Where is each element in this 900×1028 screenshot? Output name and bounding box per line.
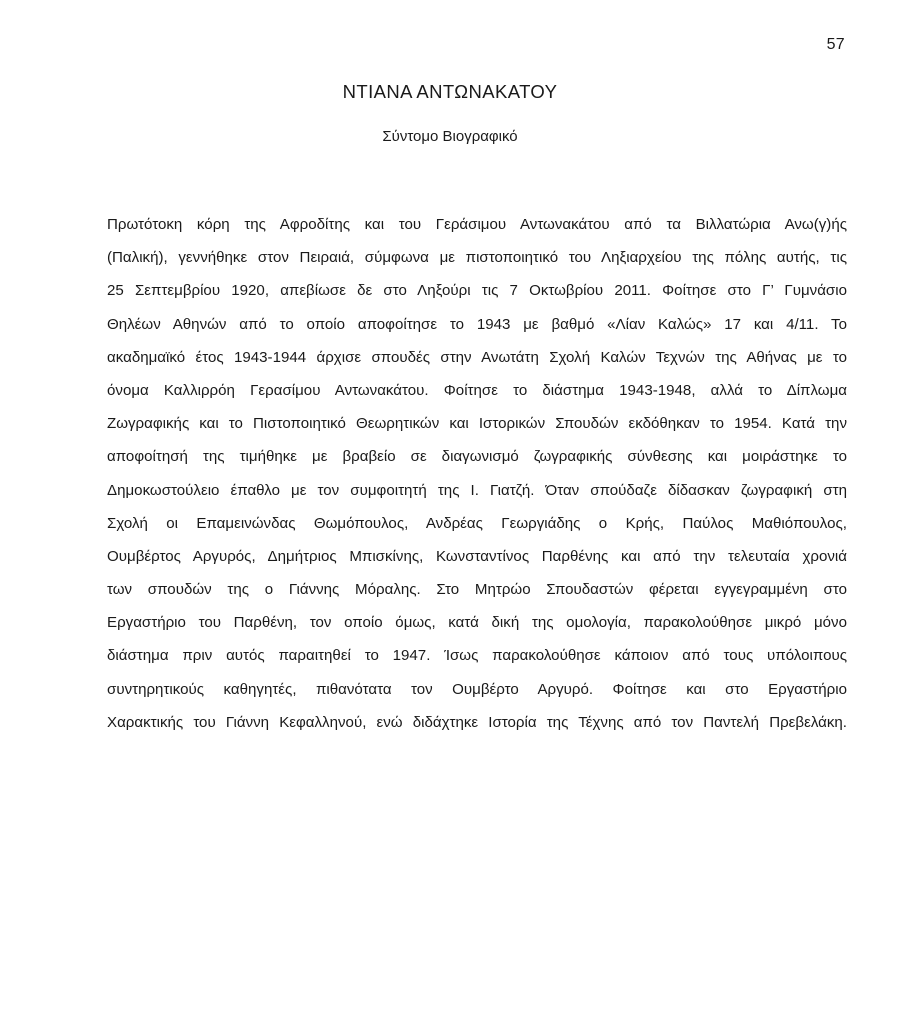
paragraph-line: συντηρητικούς καθηγητές, πιθανότατα τον Ουμβέρτο Αργυρό. Φοίτησε και στο Εργαστήριο — [107, 680, 847, 698]
page-number: 57 — [826, 36, 845, 53]
paragraph-line: Σχολή οι Επαμεινώνδας Θωμόπουλος, Ανδρέας Γεωργιάδης ο Κρής, Παύλος Μαθιόπουλος, — [107, 514, 847, 532]
page-title: ΝΤΙΑΝΑ ΑΝΤΩΝΑΚΑΤΟΥ — [342, 81, 558, 102]
paragraph-line: όνομα Καλλιρρόη Γερασίμου Αντωνακάτου. Φοίτησε το διάστημα 1943-1948, αλλά το Δίπλωμα — [107, 381, 847, 399]
paragraph-line: ακαδημαϊκό έτος 1943-1944 άρχισε σπουδές στην Ανωτάτη Σχολή Καλών Τεχνών της Αθήνας με το — [107, 348, 847, 366]
paragraph-line: των σπουδών της ο Γιάννης Μόραλης. Στο Μητρώο Σπουδαστών φέρεται εγγεγραμμένη στο — [107, 581, 847, 599]
page-subtitle: Σύντομο Βιογραφικό — [382, 128, 518, 145]
paragraph-line: Χαρακτικής του Γιάννη Κεφαλληνού, ενώ διδάχτηκε Ιστορία της Τέχνης από τον Παντελή Πρεβελάκη. — [107, 713, 847, 731]
paragraph-line: Ζωγραφικής και το Πιστοποιητικό Θεωρητικών και Ιστορικών Σπουδών εκδόθηκαν το 1954. Κατά την — [107, 415, 847, 433]
biography-paragraph — [107, 208, 847, 739]
paragraph-line: αποφοίτησή της τιμήθηκε με βραβείο σε διαγωνισμό ζωγραφικής σύνθεσης και μοιράστηκε το — [107, 448, 847, 466]
paragraph-line: Ουμβέρτος Αργυρός, Δημήτριος Μπισκίνης, Κωνσταντίνος Παρθένης και από την τελευταία χρονιά — [107, 547, 847, 565]
paragraph-line: Εργαστήριο του Παρθένη, τον οποίο όμως, κατά δική της ομολογία, παρακολούθησε μικρό μόνο — [107, 614, 847, 632]
paragraph-line: διάστημα πριν αυτός παραιτηθεί το 1947. Ίσως παρακολούθησε κάποιον από τους υπόλοιπους — [107, 647, 847, 665]
paragraph-line: (Παλική), γεννήθηκε στον Πειραιά, σύμφωνα με πιστοποιητικό του Ληξιαρχείου της πόλης αυτής, τις — [107, 249, 847, 267]
paragraph-line: 25 Σεπτεμβρίου 1920, απεβίωσε δε στο Ληξούρι τις 7 Οκτωβρίου 2011. Φοίτησε στο Γ’ Γυμνάσιο — [107, 282, 847, 300]
paragraph-line: Πρωτότοκη κόρη της Αφροδίτης και του Γεράσιμου Αντωνακάτου από τα Βιλλατώρια Ανω(γ)ής — [107, 216, 847, 233]
paragraph-line: Δημοκωστούλειο έπαθλο με τον συμφοιτητή της Ι. Γιατζή. Όταν σπούδαζε δίδασκαν ζωγραφική στη — [107, 481, 847, 499]
paragraph-line: Θηλέων Αθηνών από το οποίο αποφοίτησε το 1943 με βαθμό «Λίαν Καλώς» 17 και 4/11. Το — [107, 315, 847, 333]
